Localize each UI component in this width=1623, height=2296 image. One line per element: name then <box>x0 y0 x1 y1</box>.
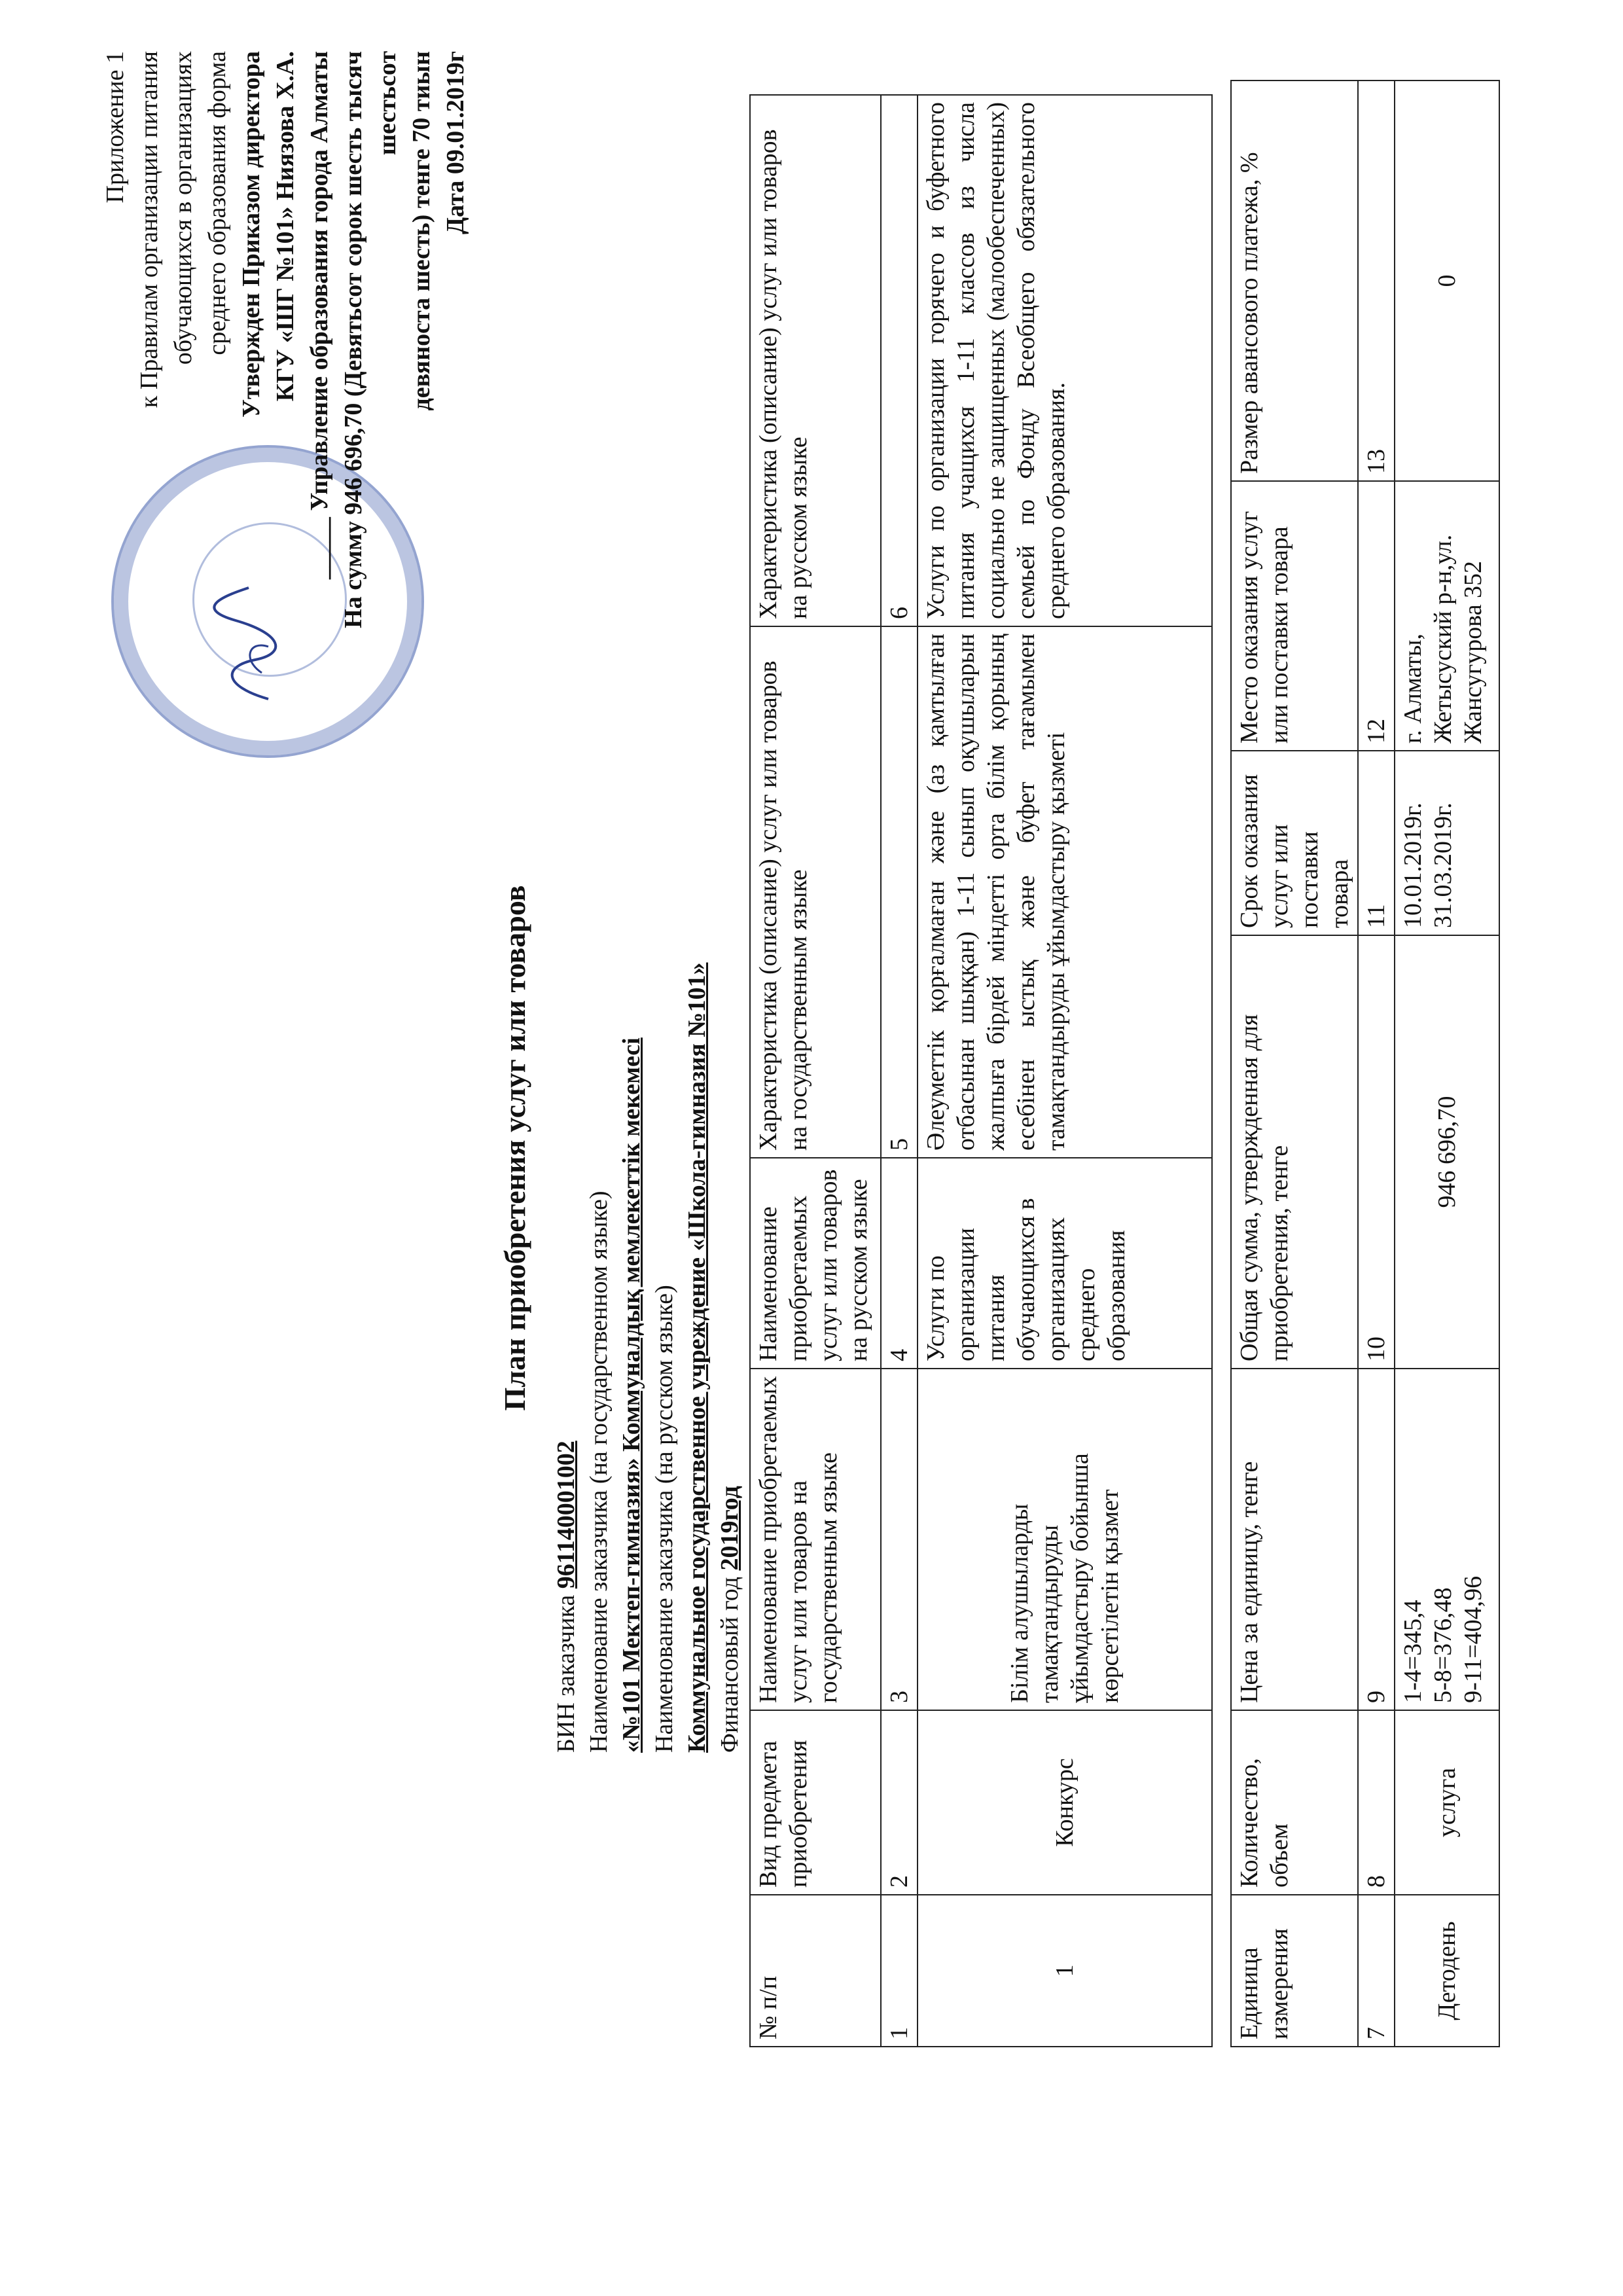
total-sum-cell: 946 696,70 <box>1395 935 1499 1369</box>
department-name: _____ Управление образования города Алматы <box>306 51 333 580</box>
bin-label: БИН заказчика <box>552 1594 580 1753</box>
header-cell: Количество, объем <box>1231 1710 1358 1895</box>
header-cell: № п/п <box>750 1895 881 2047</box>
appendix-rules: к Правилам организации питания <box>135 51 163 408</box>
price-grade-5-8: 5-8=376,48 <box>1429 1587 1457 1703</box>
table-header-row <box>750 95 881 2047</box>
header-cell: Единица измерения <box>1231 1895 1358 2047</box>
total-sum-words: девяноста шесть) тенге 70 тиын <box>408 51 435 411</box>
table-header-row <box>1231 81 1358 2047</box>
total-sum-line: На сумму 946 696,70 (Девятьсот сорок шесть тысяч шестьсот <box>340 51 401 628</box>
purchase-type: Конкурс <box>918 1710 1212 1895</box>
place-city: г. Алматы, <box>1399 633 1427 744</box>
column-number: 11 <box>1358 751 1395 935</box>
appendix-rules-2: обучающихся в организациях <box>169 51 197 365</box>
director-name: КГУ «ШГ №101» Ниязова Х.А. <box>272 51 299 402</box>
row-number: 1 <box>918 1895 1212 2047</box>
unit-cell: Детодень <box>1395 1895 1499 2047</box>
purchase-table-part2 <box>1230 80 1500 2047</box>
column-number: 5 <box>881 626 918 1158</box>
header-cell: Наименование приобретаемых услуг или товаров на русском языке <box>750 1158 881 1369</box>
header-cell: Наименование приобретаемых услуг или товаров на государственным языке <box>750 1369 881 1710</box>
service-description-kz: Әлеуметтік қорғалмаған және (аз қамтылған отбасынан шыққан) 1-11 сынып оқушыларын жалпыға бірдей міндетті орта білім қорының есебінен ыстық және буфет тағамымен тамақтандыруды ұйымдастыру қызметі <box>918 626 1212 1158</box>
header-cell: Место оказания услуг или поставки товара <box>1231 481 1358 751</box>
name-kz-label: Наименование заказчика (на государственном языке) <box>585 1191 613 1753</box>
column-number: 10 <box>1358 935 1395 1369</box>
column-number-row <box>881 95 918 2047</box>
approved-by: Утвержден Приказом директора <box>238 51 265 418</box>
price-grade-1-4: 1-4=345,4 <box>1399 1600 1427 1703</box>
bin-value: 961140001002 <box>552 1441 580 1589</box>
header-cell: Характеристика (описание) услуг или товаров на русском языке <box>750 95 881 626</box>
column-number: 9 <box>1358 1369 1395 1710</box>
term-start: 10.01.2019г. <box>1399 802 1427 928</box>
header-cell: Срок оказания услуг или поставки товара <box>1231 751 1358 935</box>
column-number: 6 <box>881 95 918 626</box>
name-ru-value: Коммунальное государственное учреждение «Школа-гимназия №101» <box>683 962 711 1753</box>
name-ru-label: Наименование заказчика (на русском языке) <box>651 1285 678 1753</box>
column-number: 8 <box>1358 1710 1395 1895</box>
column-number: 7 <box>1358 1895 1395 2047</box>
purchase-table-part1 <box>749 94 1213 2047</box>
column-number: 13 <box>1358 81 1395 481</box>
approval-block <box>98 51 473 738</box>
quantity-cell: услуга <box>1395 1710 1499 1895</box>
column-number: 2 <box>881 1710 918 1895</box>
price-cell <box>1395 1369 1499 1710</box>
term-end: 31.03.2019г. <box>1429 802 1457 928</box>
customer-info <box>550 963 746 1753</box>
place-district: Жетысуский р-н,ул. <box>1429 534 1457 744</box>
service-name-ru: Услуги по организации питания обучающихся в организациях среднего образования <box>918 1158 1212 1369</box>
header-cell: Цена за единицу, тенге <box>1231 1369 1358 1710</box>
column-number: 4 <box>881 1158 918 1369</box>
header-cell: Общая сумма, утвержденная для приобретения, тенге <box>1231 935 1358 1369</box>
column-number: 12 <box>1358 481 1395 751</box>
header-cell: Характеристика (описание) услуг или товаров на государственным языке <box>750 626 881 1158</box>
year-label: Финансовый год <box>716 1577 743 1753</box>
price-grade-9-11: 9-11=404,96 <box>1459 1575 1487 1703</box>
appendix-label: Приложение 1 <box>101 51 129 204</box>
table-row <box>918 95 1212 2047</box>
table-row <box>1395 81 1499 2047</box>
appendix-rules-3: среднего образования форма <box>204 51 231 355</box>
name-kz-value: «№101 Мектеп-гимназия» Коммуналдық мемлекеттік мекемесі <box>618 1037 645 1753</box>
approval-date: Дата 09.01.2019г <box>442 51 469 235</box>
term-cell <box>1395 751 1499 935</box>
column-number-row <box>1358 81 1395 2047</box>
header-cell: Размер авансового платежа, % <box>1231 81 1358 481</box>
place-cell <box>1395 481 1499 751</box>
document-title: План приобретения услуг или товаров <box>498 885 531 1411</box>
advance-cell: 0 <box>1395 81 1499 481</box>
column-number: 3 <box>881 1369 918 1710</box>
place-street: Жансугурова 352 <box>1459 560 1487 744</box>
header-cell: Вид предмета приобретения <box>750 1710 881 1895</box>
column-number: 1 <box>881 1895 918 2047</box>
year-value: 2019год <box>716 1486 743 1571</box>
service-description-ru: Услуги по организации горячего и буфетного питания учащихся 1-11 классов из числа социально не защищенных (малообеспеченных) семьей по Фонду Всеобщего обязательного среднего образования. <box>918 95 1212 626</box>
service-name-kz: Білім алушыларды тамақтандыруды ұйымдастыру бойынша көрсетілетін қызмет <box>918 1369 1212 1710</box>
